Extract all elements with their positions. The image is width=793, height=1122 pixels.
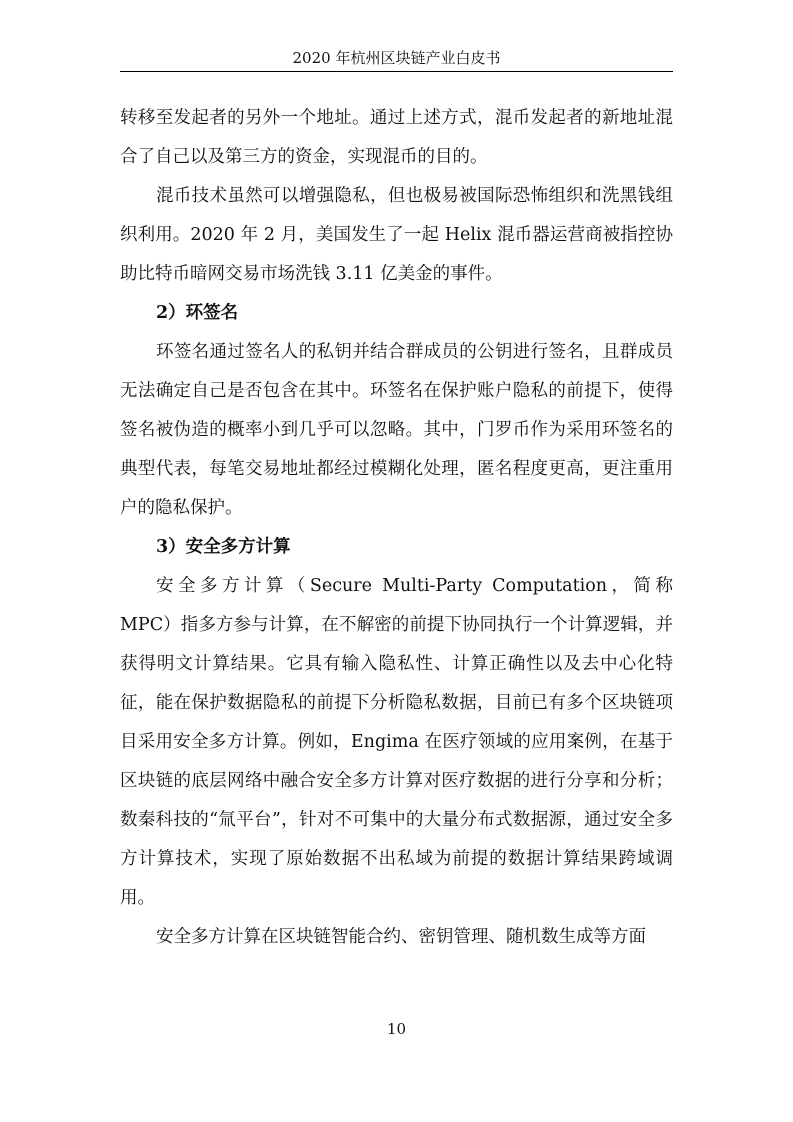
paragraph-mpc-applications: 安全多方计算在区块链智能合约、密钥管理、随机数生成等方面 [156, 927, 646, 947]
running-header: 2020 年杭州区块链产业白皮书 [292, 49, 501, 67]
paragraph-mpc: 安全多方计算（Secure Multi-Party Computation，简称 MPC）指多方参与计算，在不解密的前提下协同执行一个计算逻辑，并获得明文计算结果。它具有输入隐私性、计算正确性以及去中心化特征，能在保护数据隐私的前提下分析隐私数据，目前已有多个区块链项目采用安全多方计算。例如，Engima 在医疗领域的应用案例，在基于区块链的底层网络中融合安全多方计算对医疗数据的进行分享和分析；数秦科技的“氚平台”，针对不可集中的大量分布式数据源，通过安全多方计算技术，实现了原始数据不出私域为前提的数据计算结果跨域调用。 [120, 576, 673, 908]
document-body [120, 99, 673, 957]
paragraph-mixing-continued: 转移至发起者的另外一个地址。通过上述方式，混币发起者的新地址混合了自己以及第三方的资金，实现混币的目的。 [120, 108, 673, 167]
section-heading-ring-signature: 2）环签名 [156, 303, 239, 323]
paragraph-mixing-risk: 混币技术虽然可以增强隐私，但也极易被国际恐怖组织和洗黑钱组织利用。2020 年 2 月，美国发生了一起 Helix 混币器运营商被指控协助比特币暗网交易市场洗钱 3.11 亿美金的事件。 [120, 186, 673, 284]
paragraph-ring-signature: 环签名通过签名人的私钥并结合群成员的公钥进行签名，且群成员无法确定自己是否包含在其中。环签名在保护账户隐私的前提下，使得签名被伪造的概率小到几乎可以忽略。其中，门罗币作为采用环签名的典型代表，每笔交易地址都经过模糊化处理，匿名程度更高，更注重用户的隐私保护。 [120, 342, 673, 518]
page-number: 10 [386, 1020, 407, 1038]
header-divider [120, 71, 673, 72]
section-heading-mpc: 3）安全多方计算 [156, 537, 291, 557]
